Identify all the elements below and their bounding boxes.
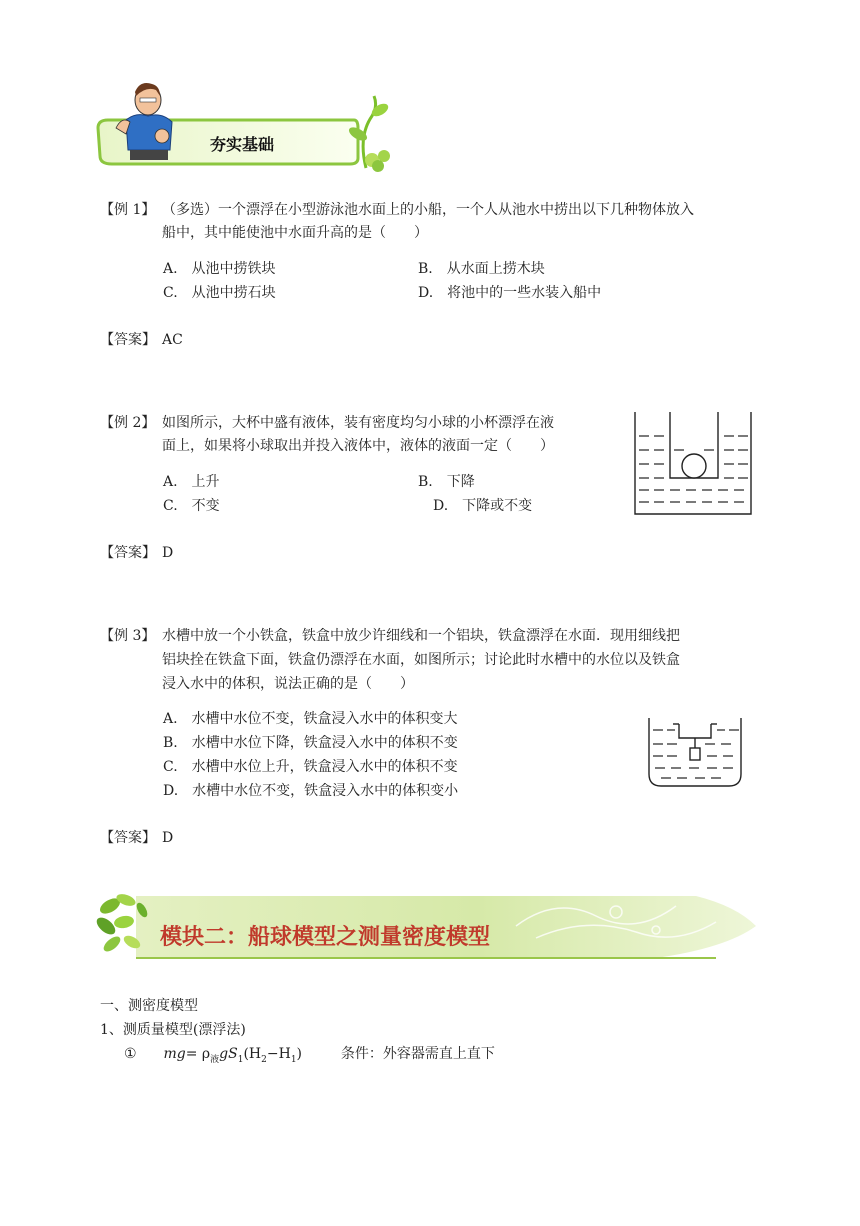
formula-h2-open: (H xyxy=(243,1046,262,1062)
ex2-option-c: C. 不变 xyxy=(163,498,220,514)
formula-gs: gS xyxy=(219,1046,238,1062)
ex1-answer: AC xyxy=(162,332,183,348)
formula-h1-sub: 1 xyxy=(290,1054,297,1065)
formula-row xyxy=(124,1044,495,1070)
section1-title: 夯实基础 xyxy=(210,135,275,154)
ex2-line-1: 如图所示，大杯中盛有液体，装有密度均匀小球的小杯漂浮在液 xyxy=(162,415,554,431)
ex3-option-a: A. 水槽中水位不变，铁盒浸入水中的体积变大 xyxy=(163,711,458,727)
formula-mg: mg xyxy=(163,1046,186,1062)
ex3-option-d: D. 水槽中水位不变，铁盒浸入水中的体积变小 xyxy=(163,783,459,799)
banner-graphic xyxy=(96,76,396,176)
ex1-label: 【例 1】 xyxy=(100,202,156,218)
section2-title: 模块二：船球模型之测量密度模型 xyxy=(160,925,491,950)
ex1-line-2: 船中，其中能使池中水面升高的是（ ） xyxy=(162,225,428,241)
formula-h1: −H xyxy=(266,1046,291,1062)
ex3-label: 【例 3】 xyxy=(100,628,156,644)
formula-s-sub: 1 xyxy=(237,1054,244,1065)
ex2-option-a: A. 上升 xyxy=(163,474,220,490)
formula-h2-sub: 2 xyxy=(261,1054,267,1065)
ex3-answer: D xyxy=(162,830,174,846)
heading-mass-model: 1、测质量模型(漂浮法) xyxy=(100,1022,246,1038)
ex3-answer-label: 【答案】 xyxy=(100,830,156,846)
item-number: ① xyxy=(124,1046,137,1062)
ex3-option-c: C. 水槽中水位上升，铁盒浸入水中的体积不变 xyxy=(163,759,458,775)
ex3-line-2: 铝块拴在铁盒下面，铁盒仍漂浮在水面，如图所示；讨论此时水槽中的水位以及铁盒 xyxy=(162,652,680,668)
ex2-option-b: B. 下降 xyxy=(418,474,475,490)
ex1-option-c: C. 从池中捞石块 xyxy=(163,285,276,301)
ex2-option-d: D. 下降或不变 xyxy=(433,498,533,514)
formula-close: ) xyxy=(296,1046,303,1062)
section2-banner xyxy=(96,886,760,966)
section1-banner xyxy=(96,76,396,176)
ex2-label: 【例 2】 xyxy=(100,415,156,431)
formula-rho-sub: 液 xyxy=(210,1054,220,1065)
ex1-option-d: D. 将池中的一些水装入船中 xyxy=(418,285,602,301)
condition-text: 条件：外容器需直上直下 xyxy=(340,1046,495,1062)
ex1-option-a: A. 从池中捞铁块 xyxy=(163,261,276,277)
tank-box-diagram xyxy=(645,716,745,790)
cup-float-diagram xyxy=(632,410,754,518)
ex1-option-b: B. 从水面上捞木块 xyxy=(418,261,545,277)
ex2-answer: D xyxy=(162,545,174,561)
ex1-answer-label: 【答案】 xyxy=(100,332,156,348)
ex2-line-2: 面上，如果将小球取出并投入液体中，液体的液面一定（ ） xyxy=(162,438,554,454)
ex1-line-1: （多选）一个漂浮在小型游泳池水面上的小船，一个人从池水中捞出以下几种物体放入 xyxy=(162,202,694,218)
formula-rho: = ρ xyxy=(185,1046,211,1062)
ex3-line-3: 浸入水中的体积，说法正确的是（ ） xyxy=(162,676,414,692)
ex3-option-b: B. 水槽中水位下降，铁盒浸入水中的体积不变 xyxy=(163,735,458,751)
heading-density-model: 一、测密度模型 xyxy=(100,998,198,1014)
ex3-line-1: 水槽中放一个小铁盒，铁盒中放少许细线和一个铝块，铁盒漂浮在水面．现用细线把 xyxy=(162,628,680,644)
ex2-answer-label: 【答案】 xyxy=(100,545,156,561)
